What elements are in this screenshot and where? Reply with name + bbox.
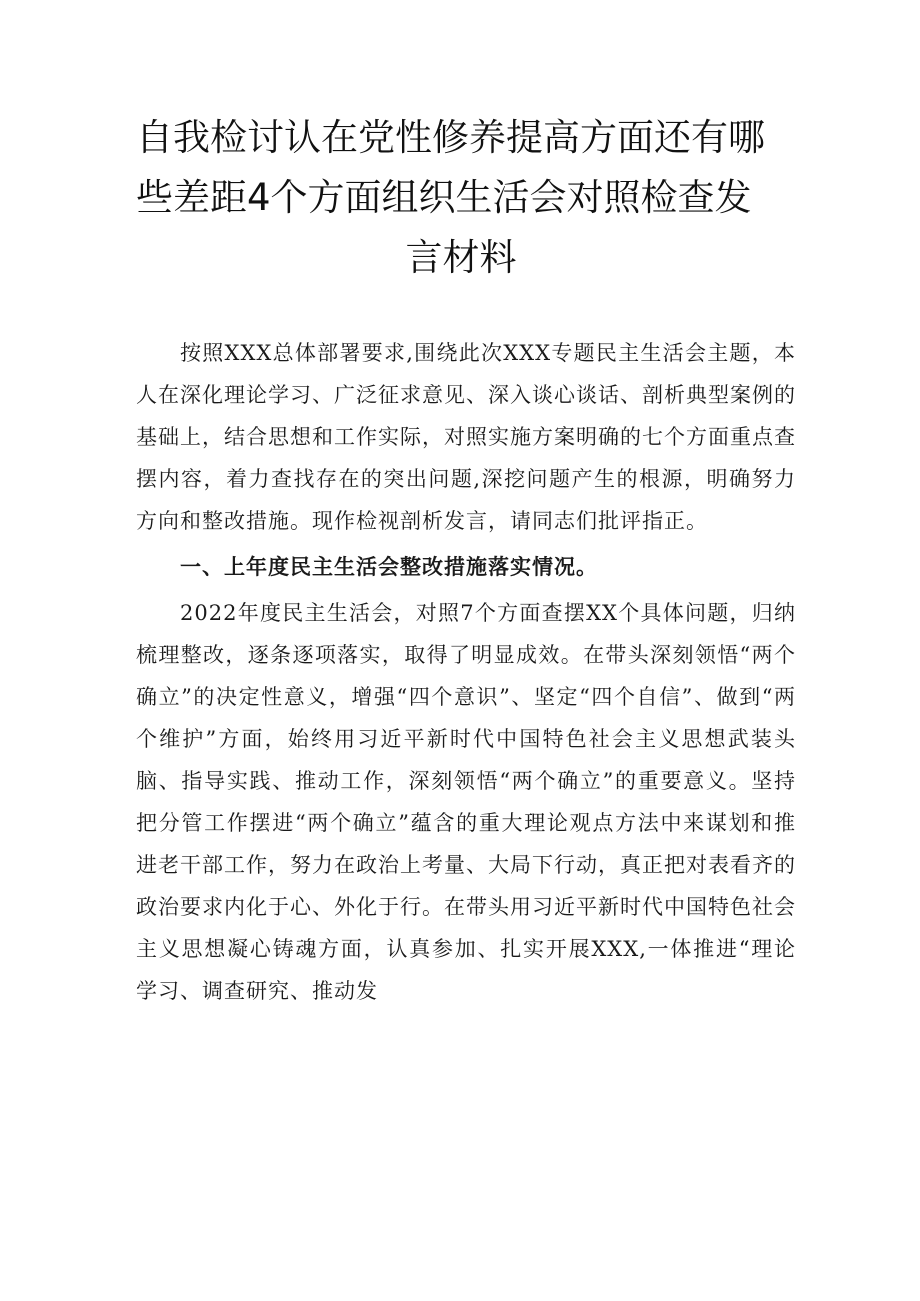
- document-title: [136, 108, 786, 288]
- document-body: [136, 332, 796, 1012]
- section-1-paragraph: 2022年度民主生活会，对照7个方面查摆XX个具体问题，归纳梳理整改，逐条逐项落实，取得了明显成效。在带头深刻领悟“两个确立”的决定性意义，增强“四个意识”、坚定“四个自信”、做到“两个维护”方面，始终用习近平新时代中国特色社会主义思想武装头脑、指导实践、推动工作，深刻领悟“两个确立”的重要意义。坚持把分管工作摆进“两个确立”蕴含的重大理论观点方法中来谋划和推进老干部工作，努力在政治上考量、大局下行动，真正把对表看齐的政治要求内化于心、外化于行。在带头用习近平新时代中国特色社会主义思想凝心铸魂方面，认真参加、扎实开展XXX,一体推进“理论学习、调查研究、推动发: [136, 601, 796, 1003]
- section-heading-1: 一、上年度民主生活会整改措施落实情况。: [180, 555, 598, 579]
- title-line-2: 些差距4个方面组织生活会对照检查发: [136, 176, 752, 219]
- title-line-1: 自我检讨认在党性修养提高方面还有哪: [136, 116, 765, 159]
- intro-paragraph: 按照XXX总体部署要求,围绕此次XXX专题民主生活会主题，本人在深化理论学习、广泛征求意见、深入谈心谈话、剖析典型案例的基础上，结合思想和工作实际，对照实施方案明确的七个方面重点查摆内容，着力查找存在的突出问题,深挖问题产生的根源，明确努力方向和整改措施。现作检视剖析发言，请同志们批评指正。: [136, 341, 796, 533]
- title-line-3: 言材料: [405, 236, 517, 279]
